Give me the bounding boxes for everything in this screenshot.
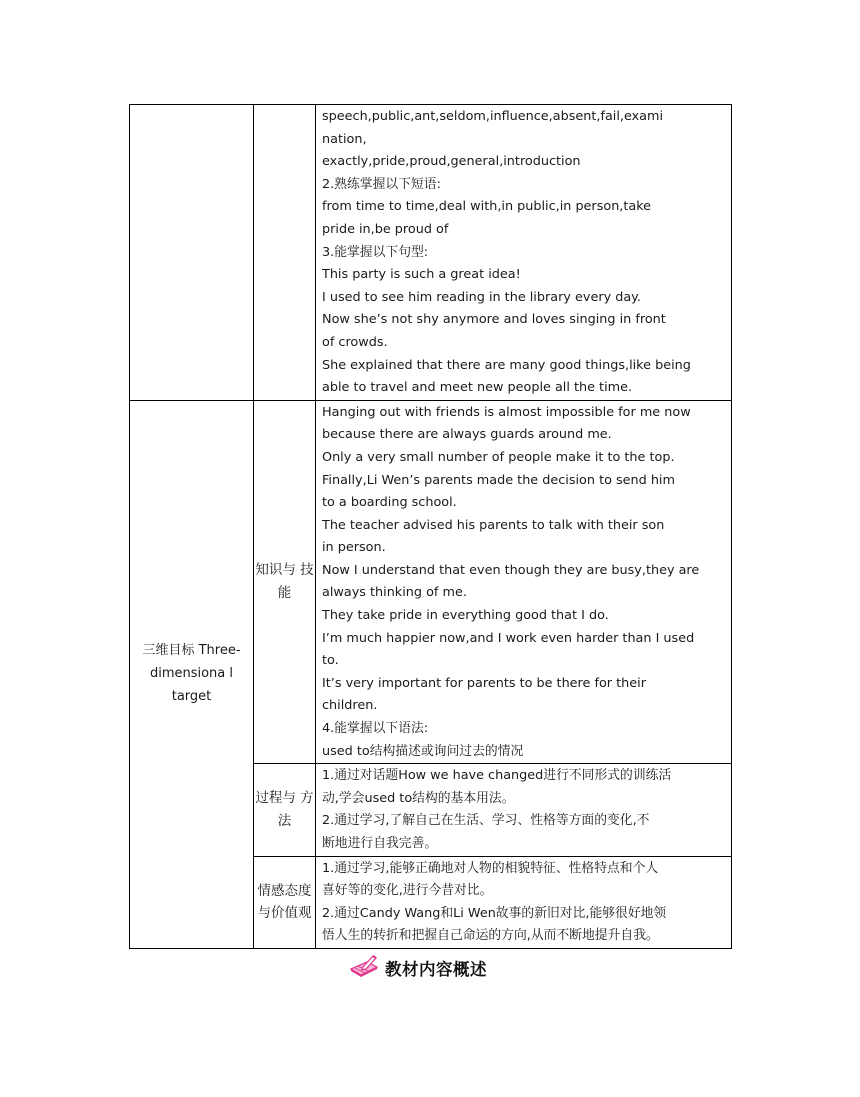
text-line: Finally,Li Wen’s parents made the decision to send him [322,472,675,488]
text-line: 2.通过学习,了解自己在生活、学习、性格等方面的变化,不 [322,813,650,829]
emotion-label-cell [254,856,316,948]
empty-cell [130,105,254,401]
text-line: They take pride in everything good that I do. [322,608,609,624]
text-lines [322,764,725,855]
text-line: 2.通过Candy Wang和Li Wen故事的新旧对比,能够很好地领 [322,905,667,921]
text-line: This party is such a great idea! [322,267,521,283]
text-line: always thinking of me. [322,585,467,601]
text-line: from time to time,deal with,in public,in person,take [322,199,652,215]
text-line: able to travel and meet new people all the time. [322,380,633,396]
pencil-book-icon [349,954,379,982]
text-line: 4.能掌握以下语法: [322,721,429,737]
text-line: 1.通过学习,能够正确地对人物的相貌特征、性格特点和个人 [322,860,659,876]
section-heading [349,955,487,981]
process-label-cell [254,764,316,856]
text-line: Now I understand that even though they are busy,they are [322,562,700,578]
text-line: pride in,be proud of [322,221,449,237]
text-lines [322,857,725,948]
emotion-content-cell [316,856,732,948]
text-line: in person. [322,540,386,556]
knowledge-label-2: 技能 [277,562,314,601]
target-label-cn: 三维目标 [142,643,195,659]
text-line: I’m much happier now,and I work even harder than I used [322,630,695,646]
text-line: I used to see him reading in the library every day. [322,289,641,305]
vocabulary-cell [316,105,732,401]
text-line: 1.通过对话题How we have changed进行不同形式的训练活 [322,768,672,784]
process-label-1: 过程与 [255,790,296,807]
emotion-label-1: 情感态度 [257,882,312,899]
text-line: Hanging out with friends is almost impossible for me now [322,404,691,420]
text-line: The teacher advised his parents to talk with their son [322,517,665,533]
text-line: speech,public,ant,seldom,influence,absent,fail,exami [322,109,664,124]
text-line: Only a very small number of people make it to the top. [322,449,675,465]
section-title: 教材内容概述 [385,960,487,979]
text-line: used to结构描述或询问过去的情况 [322,743,524,759]
text-line: 断地进行自我完善。 [322,836,438,851]
text-line: because there are always guards around me. [322,427,612,443]
target-label-en-1: Three-dimensiona [149,643,241,682]
text-line: 2.熟练掌握以下短语: [322,176,441,192]
text-line: to a boarding school. [322,495,457,511]
text-line: to. [322,653,339,669]
table-row [130,400,732,764]
text-line: children. [322,698,378,714]
text-lines [322,401,725,764]
text-line: exactly,pride,proud,general,introduction [322,154,581,170]
target-label-en-2: l [229,666,234,682]
emotion-label-2: 与价值观 [257,905,312,922]
process-content-cell [316,764,732,856]
target-label-cell [130,400,254,948]
text-line: She explained that there are many good things,like being [322,357,691,373]
knowledge-label-cell [254,400,316,764]
table-row [130,105,732,401]
knowledge-label-1: 知识与 [255,562,296,579]
text-line: nation, [322,131,367,147]
text-line: of crowds. [322,334,388,350]
text-line: Now she’s not shy anymore and loves singing in front [322,312,666,328]
text-line: 动,学会used to结构的基本用法。 [322,790,515,806]
text-line: 悟人生的转折和把握自己命运的方向,从而不断地提升自我。 [322,928,659,944]
text-line: 喜好等的变化,进行今昔对比。 [322,883,493,899]
empty-cell [254,105,316,401]
teaching-plan-table [129,104,732,949]
text-lines [322,105,725,400]
text-line: It’s very important for parents to be there for their [322,675,646,691]
knowledge-content-cell [316,400,732,764]
process-label-2: 方法 [277,790,314,829]
target-label-en-3: target [171,688,212,704]
text-line: 3.能掌握以下句型: [322,244,429,260]
